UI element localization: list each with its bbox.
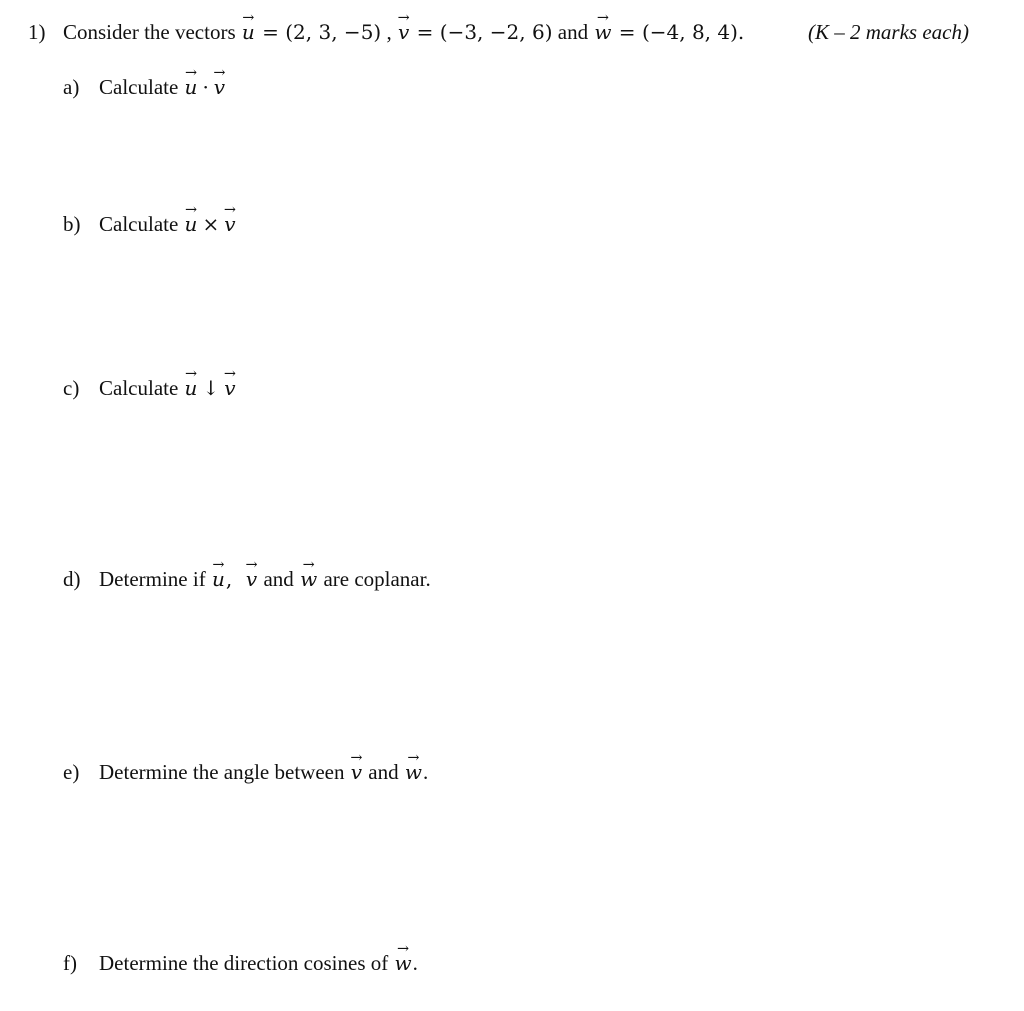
vector-w-ref: → w [299, 567, 318, 591]
part-middle: and [368, 760, 399, 784]
question-number: 1) [28, 20, 46, 44]
vector-w-ref: → w [393, 951, 412, 975]
part-f [63, 951, 418, 975]
part-expression: → u, → v [211, 567, 258, 591]
and-word: and [557, 20, 589, 44]
part-label: f) [63, 951, 77, 975]
part-expression: → u ↓→ v [184, 376, 237, 400]
part-text: Calculate [99, 212, 179, 236]
part-end: . [422, 760, 429, 784]
part-middle: and [263, 567, 294, 591]
part-label: b) [63, 212, 81, 236]
part-d [63, 567, 431, 591]
vector-w-ref: → w [404, 760, 423, 784]
question-header: 1) Consider the vectors → u = (2, 3, −5) , → v = (−3, −2, 6) and → w = (−4, 8, 4). [28, 20, 744, 44]
vector-v-ref: → v [350, 760, 363, 784]
vector-v-definition: → v = (−3, −2, 6) [397, 20, 553, 44]
part-label: c) [63, 376, 80, 400]
part-text: Determine if [99, 567, 206, 591]
part-end: . [412, 951, 418, 975]
part-end: are coplanar. [323, 567, 431, 591]
part-label: a) [63, 75, 80, 99]
vector-w-definition: → w = (−4, 8, 4). [593, 20, 744, 44]
part-label: e) [63, 760, 80, 784]
part-label: d) [63, 567, 81, 591]
part-text: Calculate [99, 376, 179, 400]
part-text: Calculate [99, 75, 179, 99]
part-expression: → u ×→ v [184, 212, 237, 236]
part-text: Determine the angle between [99, 760, 345, 784]
marks-note: (K – 2 marks each) [808, 20, 969, 44]
part-expression: → u ·→ v [184, 75, 227, 99]
part-b [63, 212, 237, 236]
part-text: Determine the direction cosines of [99, 951, 389, 975]
part-e [63, 760, 428, 784]
question-intro: Consider the vectors [63, 20, 236, 44]
vector-u-definition: → u = (2, 3, −5) [241, 20, 381, 44]
part-c [63, 376, 237, 400]
part-a [63, 75, 226, 99]
